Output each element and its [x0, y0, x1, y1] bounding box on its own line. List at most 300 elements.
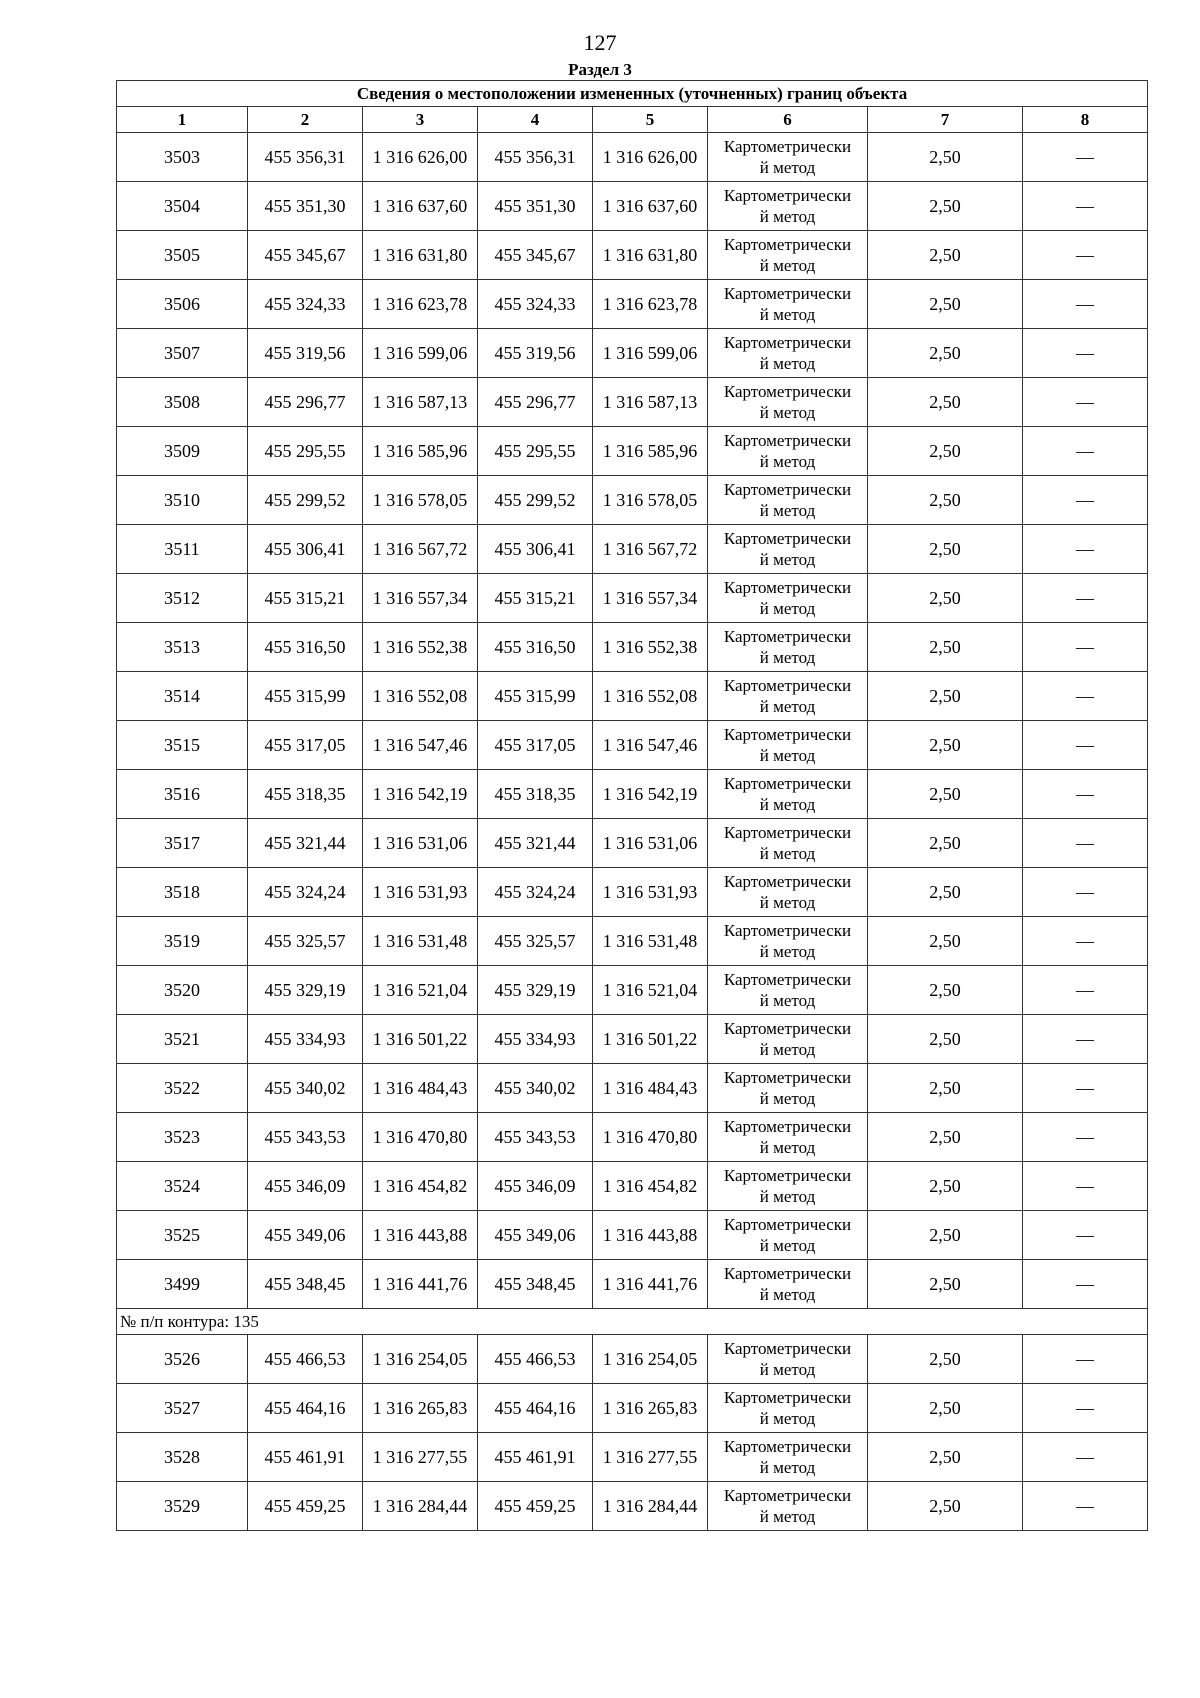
column-number: 4: [478, 107, 593, 133]
table-row: [117, 1482, 1148, 1531]
accuracy-cell: 2,50: [868, 917, 1023, 966]
column-number: 1: [117, 107, 248, 133]
point-number-cell: 3509: [117, 427, 248, 476]
description-cell: —: [1023, 1384, 1148, 1433]
table-row: [117, 1113, 1148, 1162]
point-number-cell: 3521: [117, 1015, 248, 1064]
table-row: [117, 1433, 1148, 1482]
accuracy-cell: 2,50: [868, 868, 1023, 917]
method-cell: [708, 280, 868, 329]
method-line: Картометрически: [723, 1486, 852, 1505]
method-line: й метод: [759, 991, 816, 1010]
method-cell: [708, 574, 868, 623]
old-y-cell: 1 316 454,82: [363, 1162, 478, 1211]
new-y-cell: 1 316 443,88: [593, 1211, 708, 1260]
method-line: й метод: [759, 452, 816, 471]
method-line: й метод: [759, 1138, 816, 1157]
old-x-cell: 455 346,09: [248, 1162, 363, 1211]
new-x-cell: 455 317,05: [478, 721, 593, 770]
page-number: 127: [583, 30, 617, 55]
old-y-cell: 1 316 585,96: [363, 427, 478, 476]
method-line: й метод: [759, 599, 816, 618]
table-row: [117, 476, 1148, 525]
method-cell: [708, 1482, 868, 1531]
old-y-cell: 1 316 599,06: [363, 329, 478, 378]
new-y-cell: 1 316 284,44: [593, 1482, 708, 1531]
column-number: 5: [593, 107, 708, 133]
description-cell: —: [1023, 917, 1148, 966]
new-y-cell: 1 316 567,72: [593, 525, 708, 574]
point-number-cell: 3522: [117, 1064, 248, 1113]
accuracy-cell: 2,50: [868, 1384, 1023, 1433]
new-x-cell: 455 316,50: [478, 623, 593, 672]
method-line: й метод: [759, 746, 816, 765]
accuracy-cell: 2,50: [868, 280, 1023, 329]
accuracy-cell: 2,50: [868, 1162, 1023, 1211]
new-x-cell: 455 345,67: [478, 231, 593, 280]
method-line: й метод: [759, 1458, 816, 1477]
point-number-cell: 3499: [117, 1260, 248, 1309]
accuracy-cell: 2,50: [868, 1113, 1023, 1162]
new-x-cell: 455 351,30: [478, 182, 593, 231]
table-row: [117, 1260, 1148, 1309]
method-line: й метод: [759, 501, 816, 520]
description-cell: —: [1023, 378, 1148, 427]
accuracy-cell: 2,50: [868, 721, 1023, 770]
method-line: Картометрически: [723, 872, 852, 891]
description-cell: —: [1023, 476, 1148, 525]
column-number: 3: [363, 107, 478, 133]
point-number-cell: 3516: [117, 770, 248, 819]
new-y-cell: 1 316 277,55: [593, 1433, 708, 1482]
table-row: [117, 427, 1148, 476]
old-x-cell: 455 295,55: [248, 427, 363, 476]
method-line: й метод: [759, 1285, 816, 1304]
new-y-cell: 1 316 547,46: [593, 721, 708, 770]
old-x-cell: 455 461,91: [248, 1433, 363, 1482]
description-cell: —: [1023, 1260, 1148, 1309]
old-x-cell: 455 334,93: [248, 1015, 363, 1064]
method-cell: [708, 819, 868, 868]
accuracy-cell: 2,50: [868, 329, 1023, 378]
method-line: й метод: [759, 1040, 816, 1059]
accuracy-cell: 2,50: [868, 182, 1023, 231]
column-number: 8: [1023, 107, 1148, 133]
new-y-cell: 1 316 454,82: [593, 1162, 708, 1211]
point-number-cell: 3518: [117, 868, 248, 917]
old-y-cell: 1 316 567,72: [363, 525, 478, 574]
new-x-cell: 455 343,53: [478, 1113, 593, 1162]
accuracy-cell: 2,50: [868, 476, 1023, 525]
description-cell: —: [1023, 427, 1148, 476]
new-x-cell: 455 306,41: [478, 525, 593, 574]
method-cell: [708, 1113, 868, 1162]
method-cell: [708, 182, 868, 231]
new-y-cell: 1 316 599,06: [593, 329, 708, 378]
new-x-cell: 455 461,91: [478, 1433, 593, 1482]
description-cell: —: [1023, 1211, 1148, 1260]
table-row: [117, 1064, 1148, 1113]
new-y-cell: 1 316 531,06: [593, 819, 708, 868]
method-line: й метод: [759, 1507, 816, 1526]
new-y-cell: 1 316 626,00: [593, 133, 708, 182]
method-line: й метод: [759, 305, 816, 324]
old-x-cell: 455 299,52: [248, 476, 363, 525]
old-y-cell: 1 316 284,44: [363, 1482, 478, 1531]
old-x-cell: 455 351,30: [248, 182, 363, 231]
new-x-cell: 455 466,53: [478, 1335, 593, 1384]
description-cell: —: [1023, 1433, 1148, 1482]
method-line: Картометрически: [723, 970, 852, 989]
method-line: Картометрически: [723, 1019, 852, 1038]
accuracy-cell: 2,50: [868, 525, 1023, 574]
method-line: й метод: [759, 1360, 816, 1379]
section-title: Раздел 3: [568, 60, 632, 79]
old-y-cell: 1 316 547,46: [363, 721, 478, 770]
table-row: [117, 917, 1148, 966]
accuracy-cell: 2,50: [868, 1211, 1023, 1260]
table-row: [117, 574, 1148, 623]
new-y-cell: 1 316 552,38: [593, 623, 708, 672]
point-number-cell: 3504: [117, 182, 248, 231]
table-body: [117, 133, 1148, 1531]
new-y-cell: 1 316 531,93: [593, 868, 708, 917]
new-x-cell: 455 334,93: [478, 1015, 593, 1064]
method-line: Картометрически: [723, 480, 852, 499]
table-row: [117, 819, 1148, 868]
point-number-cell: 3515: [117, 721, 248, 770]
table-row: [117, 868, 1148, 917]
old-y-cell: 1 316 484,43: [363, 1064, 478, 1113]
old-y-cell: 1 316 531,06: [363, 819, 478, 868]
old-x-cell: 455 348,45: [248, 1260, 363, 1309]
method-line: й метод: [759, 207, 816, 226]
accuracy-cell: 2,50: [868, 378, 1023, 427]
method-line: й метод: [759, 795, 816, 814]
table-row: [117, 770, 1148, 819]
table-row: [117, 966, 1148, 1015]
old-y-cell: 1 316 578,05: [363, 476, 478, 525]
old-x-cell: 455 315,21: [248, 574, 363, 623]
old-x-cell: 455 466,53: [248, 1335, 363, 1384]
method-line: Картометрически: [723, 137, 852, 156]
point-number-cell: 3507: [117, 329, 248, 378]
method-line: Картометрически: [723, 1437, 852, 1456]
new-y-cell: 1 316 254,05: [593, 1335, 708, 1384]
table-row: [117, 525, 1148, 574]
accuracy-cell: 2,50: [868, 819, 1023, 868]
method-line: й метод: [759, 697, 816, 716]
new-y-cell: 1 316 470,80: [593, 1113, 708, 1162]
description-cell: —: [1023, 1015, 1148, 1064]
new-x-cell: 455 318,35: [478, 770, 593, 819]
point-number-cell: 3527: [117, 1384, 248, 1433]
accuracy-cell: 2,50: [868, 1064, 1023, 1113]
old-x-cell: 455 296,77: [248, 378, 363, 427]
method-line: й метод: [759, 893, 816, 912]
old-y-cell: 1 316 631,80: [363, 231, 478, 280]
table-row: [117, 231, 1148, 280]
method-line: Картометрически: [723, 284, 852, 303]
column-number: 2: [248, 107, 363, 133]
description-cell: —: [1023, 1113, 1148, 1162]
method-line: Картометрически: [723, 1166, 852, 1185]
new-x-cell: 455 340,02: [478, 1064, 593, 1113]
new-x-cell: 455 348,45: [478, 1260, 593, 1309]
old-y-cell: 1 316 277,55: [363, 1433, 478, 1482]
point-number-cell: 3528: [117, 1433, 248, 1482]
description-cell: —: [1023, 133, 1148, 182]
point-number-cell: 3513: [117, 623, 248, 672]
old-x-cell: 455 356,31: [248, 133, 363, 182]
method-line: Картометрически: [723, 1339, 852, 1358]
table-row: [117, 378, 1148, 427]
new-x-cell: 455 324,24: [478, 868, 593, 917]
accuracy-cell: 2,50: [868, 1260, 1023, 1309]
new-x-cell: 455 319,56: [478, 329, 593, 378]
old-y-cell: 1 316 531,48: [363, 917, 478, 966]
method-line: Картометрически: [723, 529, 852, 548]
new-y-cell: 1 316 501,22: [593, 1015, 708, 1064]
new-x-cell: 455 315,99: [478, 672, 593, 721]
point-number-cell: 3519: [117, 917, 248, 966]
method-line: й метод: [759, 844, 816, 863]
method-cell: [708, 476, 868, 525]
new-x-cell: 455 295,55: [478, 427, 593, 476]
new-y-cell: 1 316 484,43: [593, 1064, 708, 1113]
method-line: й метод: [759, 256, 816, 275]
new-x-cell: 455 325,57: [478, 917, 593, 966]
method-line: й метод: [759, 1409, 816, 1428]
contour-row: [117, 1309, 1148, 1335]
new-y-cell: 1 316 631,80: [593, 231, 708, 280]
table-row: [117, 1211, 1148, 1260]
new-y-cell: 1 316 521,04: [593, 966, 708, 1015]
method-line: й метод: [759, 403, 816, 422]
method-cell: [708, 427, 868, 476]
method-cell: [708, 1064, 868, 1113]
method-cell: [708, 966, 868, 1015]
new-y-cell: 1 316 587,13: [593, 378, 708, 427]
old-x-cell: 455 464,16: [248, 1384, 363, 1433]
table-row: [117, 1335, 1148, 1384]
new-x-cell: 455 459,25: [478, 1482, 593, 1531]
new-y-cell: 1 316 557,34: [593, 574, 708, 623]
old-y-cell: 1 316 501,22: [363, 1015, 478, 1064]
method-cell: [708, 770, 868, 819]
old-x-cell: 455 315,99: [248, 672, 363, 721]
method-line: Картометрически: [723, 1388, 852, 1407]
new-x-cell: 455 464,16: [478, 1384, 593, 1433]
method-cell: [708, 917, 868, 966]
new-x-cell: 455 299,52: [478, 476, 593, 525]
method-line: й метод: [759, 942, 816, 961]
old-x-cell: 455 343,53: [248, 1113, 363, 1162]
old-y-cell: 1 316 637,60: [363, 182, 478, 231]
point-number-cell: 3506: [117, 280, 248, 329]
method-line: Картометрически: [723, 333, 852, 352]
accuracy-cell: 2,50: [868, 1482, 1023, 1531]
method-line: й метод: [759, 1236, 816, 1255]
method-cell: [708, 1384, 868, 1433]
accuracy-cell: 2,50: [868, 231, 1023, 280]
old-x-cell: 455 319,56: [248, 329, 363, 378]
description-cell: —: [1023, 966, 1148, 1015]
method-line: Картометрически: [723, 1264, 852, 1283]
table-row: [117, 623, 1148, 672]
new-y-cell: 1 316 552,08: [593, 672, 708, 721]
old-x-cell: 455 459,25: [248, 1482, 363, 1531]
point-number-cell: 3517: [117, 819, 248, 868]
table-row: [117, 182, 1148, 231]
point-number-cell: 3514: [117, 672, 248, 721]
old-y-cell: 1 316 557,34: [363, 574, 478, 623]
method-cell: [708, 1211, 868, 1260]
method-cell: [708, 378, 868, 427]
old-y-cell: 1 316 441,76: [363, 1260, 478, 1309]
new-y-cell: 1 316 578,05: [593, 476, 708, 525]
point-number-cell: 3523: [117, 1113, 248, 1162]
point-number-cell: 3520: [117, 966, 248, 1015]
column-number-row: [117, 107, 1148, 133]
boundary-table: [116, 80, 1148, 1531]
method-line: й метод: [759, 354, 816, 373]
old-x-cell: 455 324,33: [248, 280, 363, 329]
method-line: Картометрически: [723, 431, 852, 450]
column-number: 6: [708, 107, 868, 133]
method-cell: [708, 1335, 868, 1384]
old-y-cell: 1 316 531,93: [363, 868, 478, 917]
old-y-cell: 1 316 587,13: [363, 378, 478, 427]
description-cell: —: [1023, 1064, 1148, 1113]
accuracy-cell: 2,50: [868, 1433, 1023, 1482]
old-x-cell: 455 321,44: [248, 819, 363, 868]
new-y-cell: 1 316 441,76: [593, 1260, 708, 1309]
accuracy-cell: 2,50: [868, 1335, 1023, 1384]
accuracy-cell: 2,50: [868, 427, 1023, 476]
point-number-cell: 3505: [117, 231, 248, 280]
description-cell: —: [1023, 574, 1148, 623]
method-line: Картометрически: [723, 382, 852, 401]
method-cell: [708, 1433, 868, 1482]
old-y-cell: 1 316 265,83: [363, 1384, 478, 1433]
accuracy-cell: 2,50: [868, 770, 1023, 819]
old-x-cell: 455 329,19: [248, 966, 363, 1015]
description-cell: —: [1023, 182, 1148, 231]
description-cell: —: [1023, 721, 1148, 770]
old-y-cell: 1 316 254,05: [363, 1335, 478, 1384]
new-x-cell: 455 329,19: [478, 966, 593, 1015]
point-number-cell: 3511: [117, 525, 248, 574]
description-cell: —: [1023, 623, 1148, 672]
method-cell: [708, 525, 868, 574]
point-number-cell: 3508: [117, 378, 248, 427]
method-cell: [708, 1260, 868, 1309]
description-cell: —: [1023, 329, 1148, 378]
description-cell: —: [1023, 1162, 1148, 1211]
table-row: [117, 1162, 1148, 1211]
accuracy-cell: 2,50: [868, 623, 1023, 672]
contour-label: № п/п контура: 135: [117, 1309, 1148, 1335]
old-y-cell: 1 316 623,78: [363, 280, 478, 329]
old-y-cell: 1 316 521,04: [363, 966, 478, 1015]
old-x-cell: 455 345,67: [248, 231, 363, 280]
method-cell: [708, 329, 868, 378]
method-line: Картометрически: [723, 1215, 852, 1234]
table-row: [117, 672, 1148, 721]
description-cell: —: [1023, 819, 1148, 868]
description-cell: —: [1023, 525, 1148, 574]
method-line: Картометрически: [723, 921, 852, 940]
method-cell: [708, 672, 868, 721]
method-cell: [708, 1015, 868, 1064]
table-row: [117, 133, 1148, 182]
point-number-cell: 3525: [117, 1211, 248, 1260]
accuracy-cell: 2,50: [868, 133, 1023, 182]
table-row: [117, 1384, 1148, 1433]
old-x-cell: 455 316,50: [248, 623, 363, 672]
new-y-cell: 1 316 531,48: [593, 917, 708, 966]
column-number: 7: [868, 107, 1023, 133]
method-line: Картометрически: [723, 676, 852, 695]
accuracy-cell: 2,50: [868, 1015, 1023, 1064]
old-y-cell: 1 316 552,08: [363, 672, 478, 721]
description-cell: —: [1023, 672, 1148, 721]
old-x-cell: 455 318,35: [248, 770, 363, 819]
accuracy-cell: 2,50: [868, 574, 1023, 623]
description-cell: —: [1023, 1335, 1148, 1384]
accuracy-cell: 2,50: [868, 966, 1023, 1015]
method-line: Картометрически: [723, 186, 852, 205]
description-cell: —: [1023, 770, 1148, 819]
old-x-cell: 455 325,57: [248, 917, 363, 966]
new-x-cell: 455 356,31: [478, 133, 593, 182]
table-row: [117, 1015, 1148, 1064]
old-y-cell: 1 316 626,00: [363, 133, 478, 182]
old-y-cell: 1 316 443,88: [363, 1211, 478, 1260]
old-x-cell: 455 349,06: [248, 1211, 363, 1260]
new-y-cell: 1 316 623,78: [593, 280, 708, 329]
new-x-cell: 455 346,09: [478, 1162, 593, 1211]
new-x-cell: 455 296,77: [478, 378, 593, 427]
method-line: й метод: [759, 1089, 816, 1108]
table-caption: Сведения о местоположении измененных (уточненных) границ объекта: [117, 81, 1148, 107]
new-x-cell: 455 321,44: [478, 819, 593, 868]
method-line: Картометрически: [723, 774, 852, 793]
method-cell: [708, 721, 868, 770]
old-y-cell: 1 316 470,80: [363, 1113, 478, 1162]
method-line: Картометрически: [723, 627, 852, 646]
method-line: й метод: [759, 550, 816, 569]
method-line: й метод: [759, 1187, 816, 1206]
old-x-cell: 455 324,24: [248, 868, 363, 917]
new-y-cell: 1 316 542,19: [593, 770, 708, 819]
table-row: [117, 721, 1148, 770]
point-number-cell: 3526: [117, 1335, 248, 1384]
method-line: Картометрически: [723, 578, 852, 597]
point-number-cell: 3529: [117, 1482, 248, 1531]
old-x-cell: 455 317,05: [248, 721, 363, 770]
table-row: [117, 280, 1148, 329]
method-cell: [708, 231, 868, 280]
description-cell: —: [1023, 868, 1148, 917]
method-line: Картометрически: [723, 1068, 852, 1087]
point-number-cell: 3510: [117, 476, 248, 525]
new-x-cell: 455 349,06: [478, 1211, 593, 1260]
method-line: Картометрически: [723, 823, 852, 842]
method-line: Картометрически: [723, 235, 852, 254]
new-x-cell: 455 315,21: [478, 574, 593, 623]
